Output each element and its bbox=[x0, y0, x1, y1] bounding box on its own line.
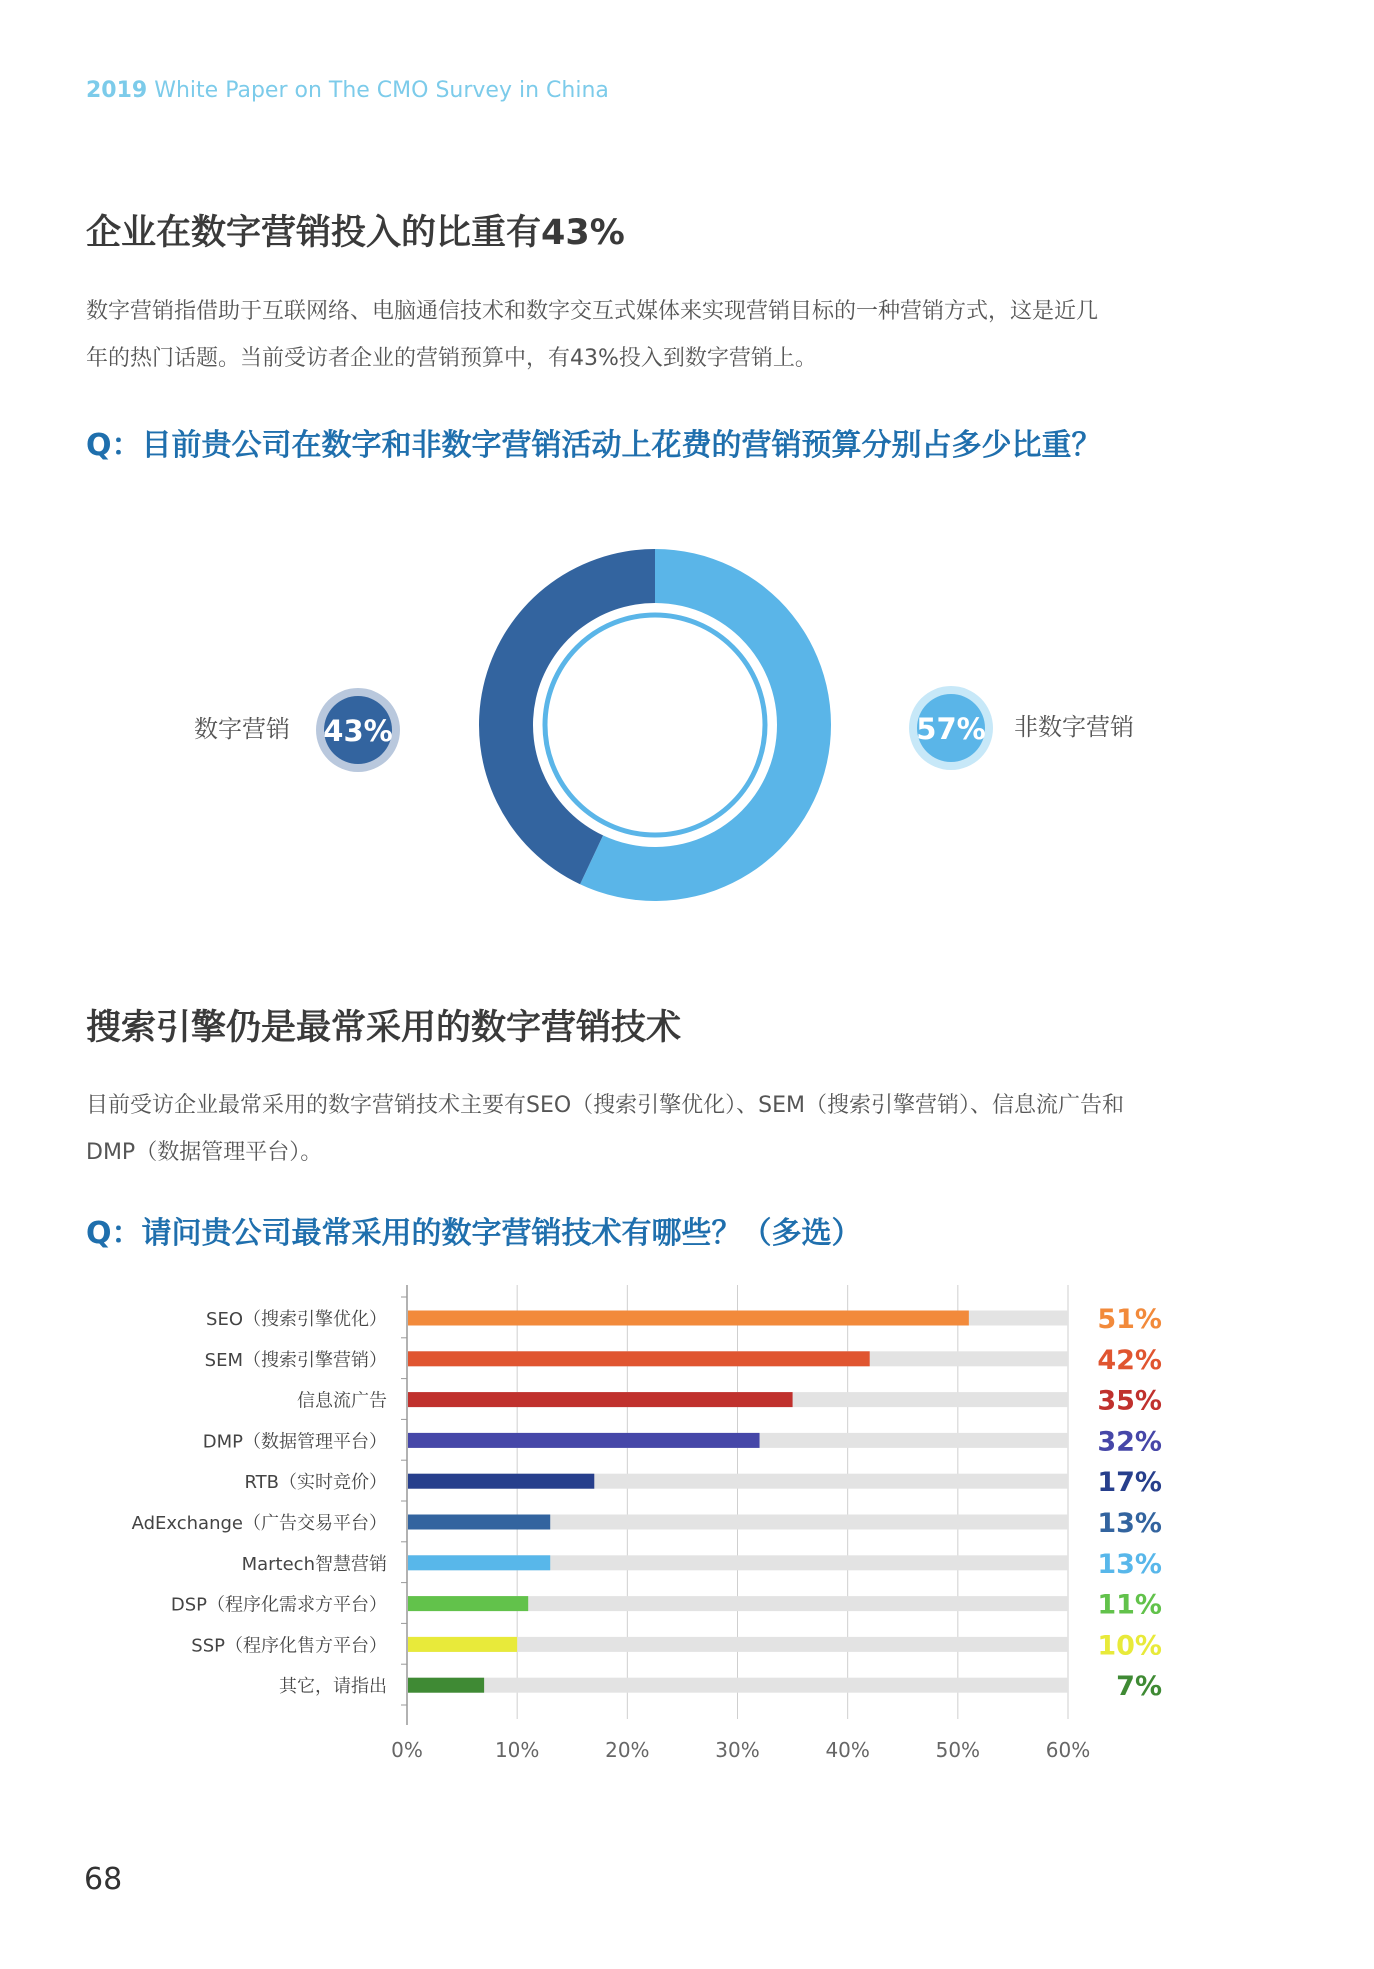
bar bbox=[408, 1392, 793, 1407]
donut-label: 数字营销 bbox=[194, 715, 290, 743]
value-label: 10% bbox=[1097, 1630, 1162, 1662]
donut-value-label: 57% bbox=[916, 712, 986, 746]
value-label: 13% bbox=[1097, 1548, 1162, 1580]
category-label: SEO（搜索引擎优化） bbox=[206, 1309, 387, 1330]
value-label: 51% bbox=[1097, 1304, 1162, 1335]
bar bbox=[408, 1311, 969, 1326]
x-tick-label: 30% bbox=[715, 1738, 760, 1762]
donut-inner-gap bbox=[537, 607, 773, 843]
category-label: DSP（程序化需求方平台） bbox=[170, 1594, 387, 1616]
bar-chart bbox=[100, 1275, 1220, 1775]
bar bbox=[408, 1351, 870, 1366]
section1-paragraph bbox=[86, 288, 1286, 382]
bar bbox=[408, 1474, 594, 1489]
x-tick-label: 50% bbox=[935, 1738, 981, 1762]
section1-question: Q：目前贵公司在数字和非数字营销活动上花费的营销预算分别占多少比重？ bbox=[86, 428, 1102, 463]
value-label: 7% bbox=[1116, 1671, 1162, 1703]
x-tick-label: 40% bbox=[825, 1738, 870, 1762]
value-label: 13% bbox=[1097, 1508, 1162, 1539]
section1-heading: 企业在数字营销投入的比重有43% bbox=[86, 213, 625, 253]
value-label: 35% bbox=[1097, 1385, 1162, 1417]
donut-value-label: 43% bbox=[323, 714, 393, 748]
category-label: SSP（程序化售方平台） bbox=[191, 1635, 387, 1657]
x-tick-label: 20% bbox=[605, 1738, 650, 1762]
section2-para-line: 目前受访企业最常采用的数字营销技术主要有SEO（搜索引擎优化）、SEM（搜索引擎营销）、信息流广告和 bbox=[86, 1093, 1125, 1118]
category-label: Martech智慧营销 bbox=[241, 1553, 387, 1575]
category-label: RTB（实时竞价） bbox=[244, 1472, 387, 1494]
running-header-title: White Paper on The CMO Survey in China bbox=[154, 78, 609, 103]
x-tick-label: 60% bbox=[1045, 1738, 1091, 1762]
x-tick-label: 10% bbox=[494, 1738, 540, 1762]
section2-question: Q：请问贵公司最常采用的数字营销技术有哪些？（多选） bbox=[86, 1216, 862, 1251]
page-number: 68 bbox=[84, 1862, 123, 1897]
section1-para-line: 年的热门话题。当前受访者企业的营销预算中，有43%投入到数字营销上。 bbox=[86, 346, 817, 371]
running-header-year: 2019 bbox=[86, 78, 148, 103]
value-label: 32% bbox=[1097, 1426, 1162, 1458]
category-label: DMP（数据管理平台） bbox=[202, 1431, 387, 1453]
bar-track bbox=[408, 1678, 1068, 1693]
x-tick-label: 0% bbox=[391, 1738, 423, 1762]
category-label: AdExchange（广告交易平台） bbox=[131, 1513, 387, 1534]
section2-para-line: DMP（数据管理平台）。 bbox=[86, 1140, 323, 1165]
value-label: 17% bbox=[1097, 1467, 1162, 1499]
bar bbox=[408, 1433, 760, 1448]
section2-heading: 搜索引擎仍是最常采用的数字营销技术 bbox=[86, 1008, 682, 1048]
bar bbox=[408, 1515, 550, 1530]
running-header bbox=[86, 78, 609, 103]
bar bbox=[408, 1678, 484, 1693]
value-label: 42% bbox=[1097, 1344, 1162, 1376]
bar bbox=[408, 1637, 517, 1652]
category-label: 其它，请指出 bbox=[279, 1676, 387, 1698]
section2-paragraph bbox=[86, 1082, 1286, 1176]
bar bbox=[408, 1596, 528, 1611]
value-label: 11% bbox=[1097, 1589, 1162, 1621]
donut-chart bbox=[150, 540, 1230, 940]
section1-para-line: 数字营销指借助于互联网络、电脑通信技术和数字交互式媒体来实现营销目标的一种营销方式，这是近几 bbox=[86, 299, 1099, 324]
category-label: 信息流广告 bbox=[297, 1390, 387, 1412]
bar bbox=[408, 1555, 550, 1570]
donut-label: 非数字营销 bbox=[1014, 713, 1134, 741]
category-label: SEM（搜索引擎营销） bbox=[204, 1349, 387, 1371]
